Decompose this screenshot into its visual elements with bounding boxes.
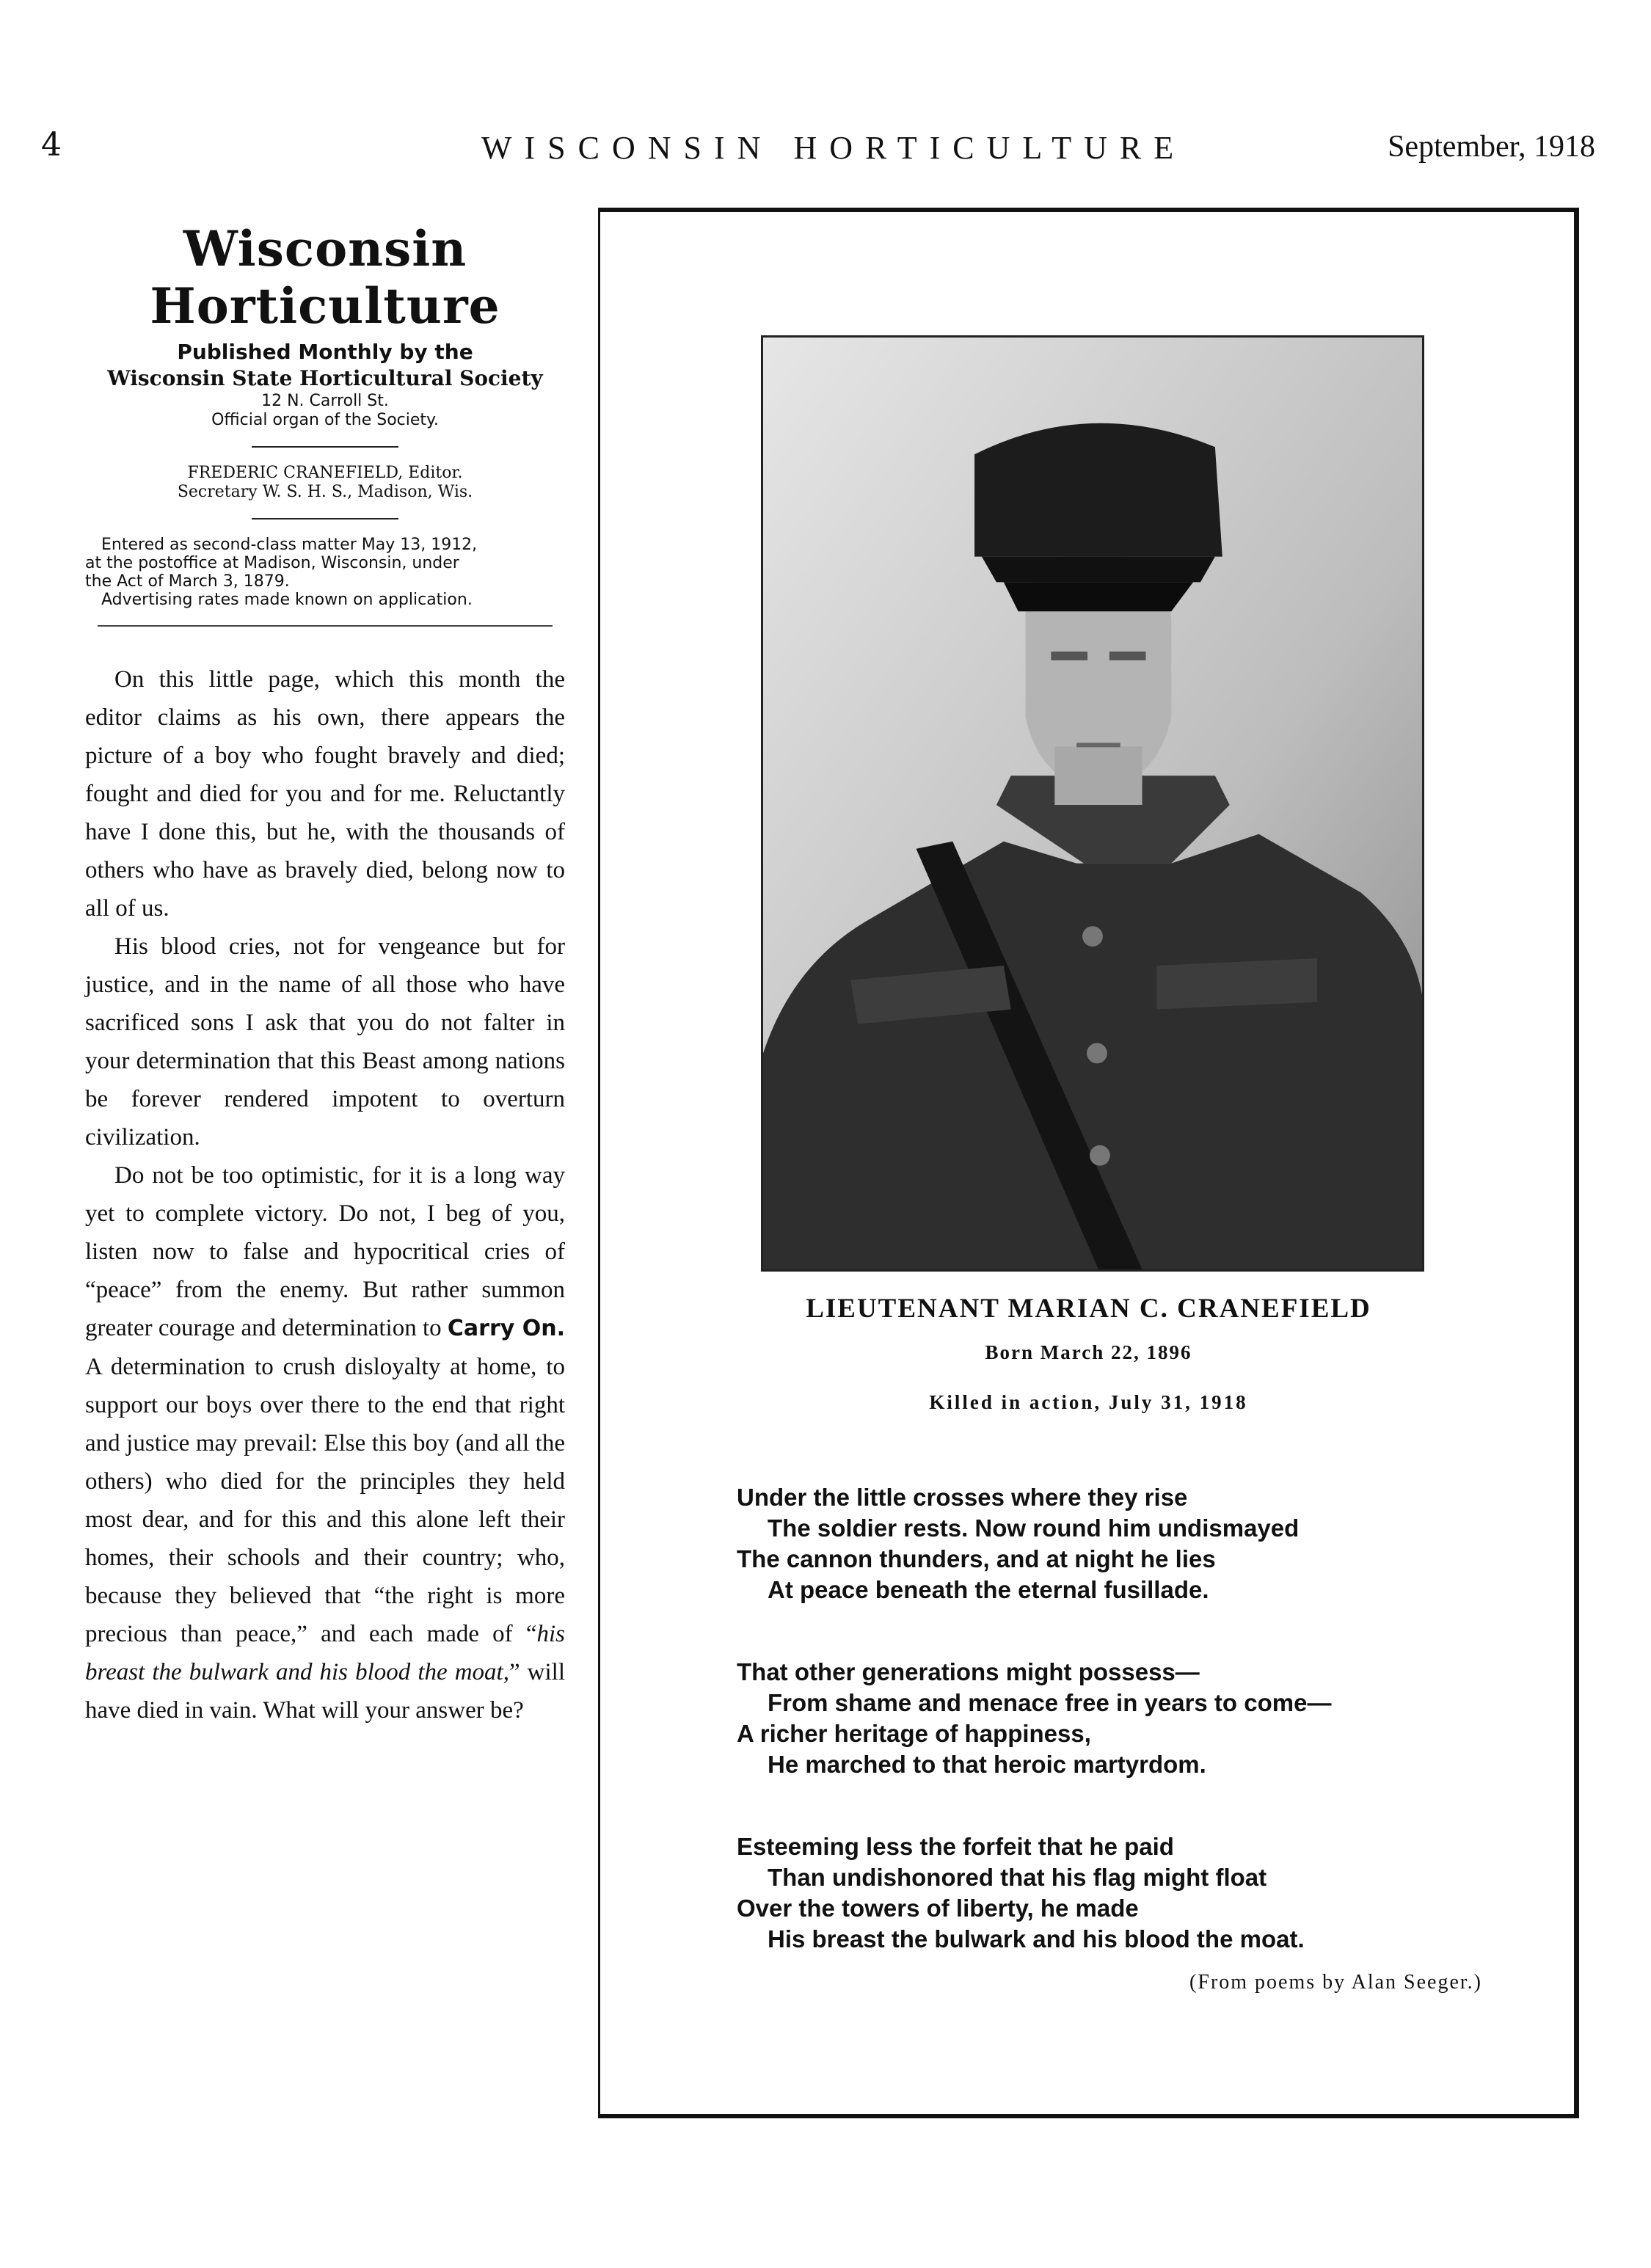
portrait-photo	[761, 335, 1424, 1272]
masthead	[85, 220, 565, 627]
editorial	[85, 660, 565, 1729]
issue-date: September, 1918	[1388, 130, 1595, 164]
poem-line: Esteeming less the forfeit that he paid	[737, 1833, 1174, 1860]
page-header	[41, 126, 1595, 178]
carry-on-emphasis: Carry On.	[447, 1316, 566, 1341]
poem-line: A richer heritage of happiness,	[737, 1720, 1091, 1747]
soldier-portrait-image	[763, 338, 1422, 1269]
official-organ: Official organ of the Society.	[211, 411, 439, 429]
editorial-paragraph: On this little page, which this month the editor claims as his own, there appears the picture of a boy who fought bravely and died; fought and died for you and for me. Reluctantly have I done this, but he, with the thousands of others who have as bravely died, belong now to all of us.	[85, 666, 565, 922]
seeger-quote: his breast the bulwark and his blood the moat,	[85, 1621, 565, 1685]
masthead-title: Wisconsin Horticulture	[150, 220, 500, 335]
advertising-notice: Advertising rates made known on application.	[101, 591, 473, 609]
divider	[252, 518, 398, 519]
poem	[737, 1482, 1470, 2006]
editor-line: FREDERIC CRANEFIELD, Editor.	[187, 464, 463, 482]
entry-notice-line: at the postoffice at Madison, Wisconsin, under	[85, 554, 459, 572]
page-number: 4	[41, 126, 62, 164]
divider	[98, 625, 553, 627]
poem-line: He marched to that heroic martyrdom.	[768, 1751, 1206, 1778]
secretary-line: Secretary W. S. H. S., Madison, Wis.	[177, 483, 473, 501]
poem-line: The cannon thunders, and at night he lies	[737, 1545, 1216, 1572]
published-line: Published Monthly by the	[177, 340, 473, 364]
poem-stanza	[737, 1657, 1470, 1780]
poem-stanza	[737, 1482, 1470, 1605]
death-date: Killed in action, July 31, 1918	[929, 1391, 1248, 1413]
poem-line: His breast the bulwark and his blood the moat.	[768, 1925, 1305, 1952]
poem-line: From shame and menace free in years to come—	[768, 1689, 1332, 1716]
editorial-paragraph	[85, 1156, 565, 1729]
poem-attribution: (From poems by Alan Seeger.)	[1189, 1971, 1482, 1994]
poem-line: Than undishonored that his flag might float	[768, 1864, 1267, 1891]
running-title: WISCONSIN HORTICULTURE	[481, 130, 1187, 166]
society-name: Wisconsin State Horticultural Society	[107, 366, 543, 390]
poem-line: Under the little crosses where they rise	[737, 1484, 1188, 1511]
left-column	[85, 220, 565, 1729]
poem-line: Over the towers of liberty, he made	[737, 1895, 1139, 1922]
entry-notice-line: Entered as second-class matter May 13, 1912,	[101, 536, 478, 554]
editorial-text: Do not be too optimistic, for it is a long way yet to complete victory. Do not, I beg of you, listen now to false and hypocritical cries of “peace” from the enemy. But rather summon greater courage and determination to	[85, 1162, 565, 1341]
editorial-text: A determination to crush disloyalty at home, to support our boys over there to the end that right and justice may prevail: Else this boy (and all the others) who died for the principles they held most dear, and for this and this alone left their homes, their schools and their country; who, because they believed that “the right is more precious than peace,” and each made of “	[85, 1354, 565, 1647]
poem-stanza	[737, 1831, 1470, 1955]
entry-notice	[85, 536, 565, 609]
poem-line: That other generations might possess—	[737, 1658, 1200, 1685]
soldier-name: LIEUTENANT MARIAN C. CRANEFIELD	[806, 1294, 1371, 1324]
birth-date: Born March 22, 1896	[985, 1341, 1192, 1363]
poem-line: At peace beneath the eternal fusillade.	[768, 1576, 1209, 1603]
entry-notice-line: the Act of March 3, 1879.	[85, 572, 290, 591]
editorial-text: ” will have died in vain. What will your answer be?	[85, 1659, 565, 1724]
address: 12 N. Carroll St.	[261, 392, 389, 410]
poem-line: The soldier rests. Now round him undismayed	[768, 1514, 1300, 1542]
divider	[252, 446, 398, 448]
editorial-paragraph: His blood cries, not for vengeance but for justice, and in the name of all those who have sacrificed sons I ask that you do not falter in your determination that this Beast among nations be forever rendered impotent to overturn civilization.	[85, 933, 565, 1151]
